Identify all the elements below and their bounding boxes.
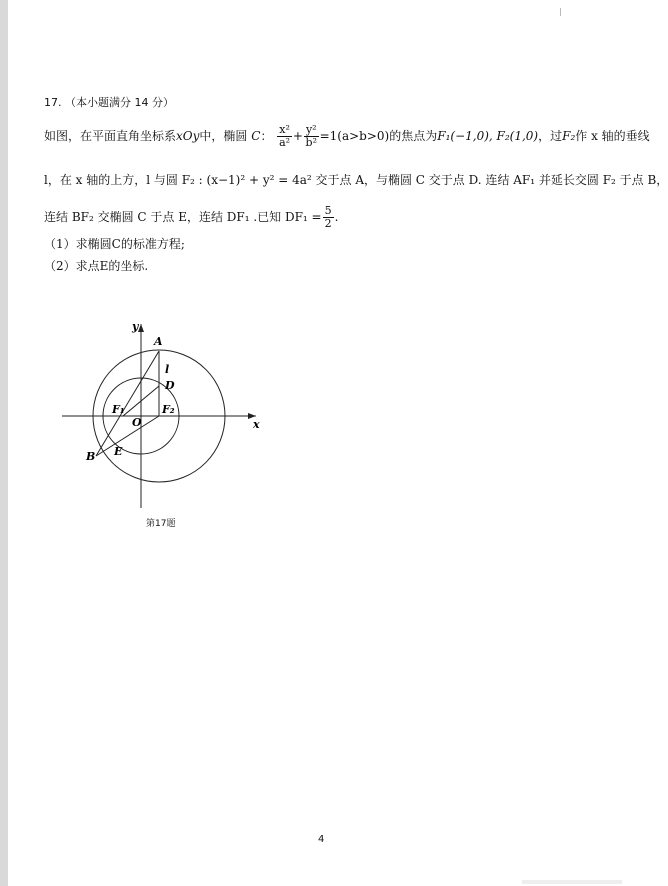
df1-fraction: $\frac{5}{2}$ (324, 204, 332, 230)
part-1: （1）求椭圆C的标准方程; (44, 237, 185, 251)
page-edge (0, 0, 8, 886)
label-F2: F₂ (162, 403, 175, 416)
figure-caption: 第17题 (146, 519, 176, 529)
problem-line-1: 如图，在平面直角坐标系xOy中，椭圆 C： $\frac{\text{x²}}{\text{a²}}$ + $\frac{\text{y²}}{\text{b²}}$ =1(a>b>0)的焦点为F₁(−1,0), F₂(1,0)，过F₂作 x 轴的垂线 (44, 123, 650, 149)
y-axis-arrow (138, 324, 144, 332)
problem-line-2: l，在 x 轴的上方，l 与圆 F₂ : (x−1)² + y² = 4a² 交于点 A，与椭圆 C 交于点 D. 连结 AF₁ 并延长交圆 F₂ 于点 B， (44, 173, 668, 187)
geometry-figure (58, 318, 274, 512)
label-F1: F₁ (112, 403, 125, 416)
label-B: B (86, 450, 96, 463)
label-O: O (132, 416, 142, 429)
y-fraction: $\frac{\text{y²}}{\text{b²}}$ (305, 123, 317, 149)
corner-mark (560, 8, 561, 16)
problem-line-3: 连结 BF₂ 交椭圆 C 于点 E，连结 DF₁ .已知 DF₁ = $\frac{5}{2}$ . (44, 204, 339, 230)
label-D: D (165, 379, 175, 392)
x-fraction: $\frac{\text{x²}}{\text{a²}}$ (279, 123, 291, 149)
label-A: A (154, 335, 163, 348)
part-2: （2）求点E的坐标. (44, 259, 149, 273)
label-l: l (165, 363, 170, 376)
question-header: 17. （本小题满分 14 分） (44, 96, 174, 109)
bottom-mark (522, 880, 622, 884)
page-number: 4 (318, 834, 325, 845)
segment-bf2 (96, 416, 159, 456)
label-y: y (132, 320, 139, 333)
label-E: E (114, 445, 123, 458)
label-x: x (253, 418, 260, 431)
